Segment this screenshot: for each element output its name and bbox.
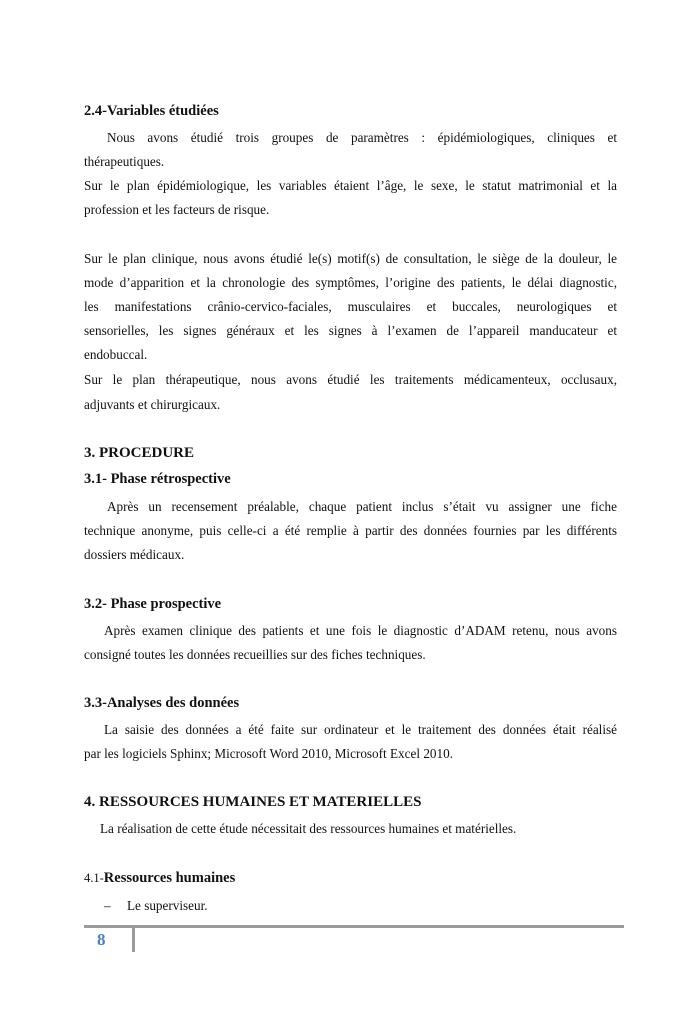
subsection-heading-3-1: 3.1- Phase rétrospective (84, 471, 231, 487)
paragraph-line: les manifestations crânio-cervico-faciales, musculaires et buccales, neurologiques et (84, 299, 617, 314)
paragraph-line: consigné toutes les données recueillies sur des fiches techniques. (84, 647, 426, 662)
paragraph-line: Après examen clinique des patients et une fois le diagnostic d’ADAM retenu, nous avons (104, 623, 617, 638)
subsection-heading-4-1 (84, 870, 235, 887)
paragraph-line: Sur le plan épidémiologique, les variables étaient l’âge, le sexe, le statut matrimonial et la (84, 178, 617, 193)
section-heading-2-4: 2.4-Variables étudiées (84, 103, 219, 119)
paragraph-line: thérapeutiques. (84, 154, 165, 169)
paragraph-line: La réalisation de cette étude nécessitait des ressources humaines et matérielles. (100, 821, 517, 836)
list-bullet: – (104, 898, 111, 913)
footer-divider (84, 925, 624, 928)
list-item-text: Le superviseur. (127, 898, 208, 913)
section-heading-4: 4. RESSOURCES HUMAINES ET MATERIELLES (84, 794, 422, 810)
paragraph-line: sensorielles, les signes généraux et les signes à l’examen de l’appareil manducateur et (84, 323, 617, 338)
paragraph-line: endobuccal. (84, 347, 148, 362)
paragraph-line: technique anonyme, puis celle-ci a été remplie à partir des données fournies par les différents (84, 523, 617, 538)
paragraph-line: Sur le plan clinique, nous avons étudié le(s) motif(s) de consultation, le siège de la douleur, le (84, 251, 617, 266)
paragraph-line: Sur le plan thérapeutique, nous avons étudié les traitements médicamenteux, occlusaux, (84, 372, 617, 387)
paragraph-line: Nous avons étudié trois groupes de paramètres : épidémiologiques, cliniques et (107, 130, 617, 145)
paragraph-line: par les logiciels Sphinx; Microsoft Word 2010, Microsoft Excel 2010. (84, 746, 453, 761)
paragraph-line: adjuvants et chirurgicaux. (84, 397, 221, 412)
paragraph-line: profession et les facteurs de risque. (84, 202, 270, 217)
subsection-number: 4.1- (84, 871, 104, 885)
subsection-title: Ressources humaines (103, 870, 236, 886)
section-heading-3: 3. PROCEDURE (84, 445, 195, 461)
page-number: 8 (97, 930, 106, 949)
paragraph-line: La saisie des données a été faite sur ordinateur et le traitement des données était réalisé (104, 722, 617, 737)
paragraph-line: mode d’apparition et la chronologie des symptômes, l’origine des patients, le délai diagnostic, (84, 275, 617, 290)
subsection-heading-3-3: 3.3-Analyses des données (84, 695, 240, 711)
footer-vertical-bar (132, 928, 135, 952)
paragraph-line: dossiers médicaux. (84, 547, 185, 562)
paragraph-line: Après un recensement préalable, chaque patient inclus s’était vu assigner une fiche (107, 499, 617, 514)
subsection-heading-3-2: 3.2- Phase prospective (84, 596, 222, 612)
